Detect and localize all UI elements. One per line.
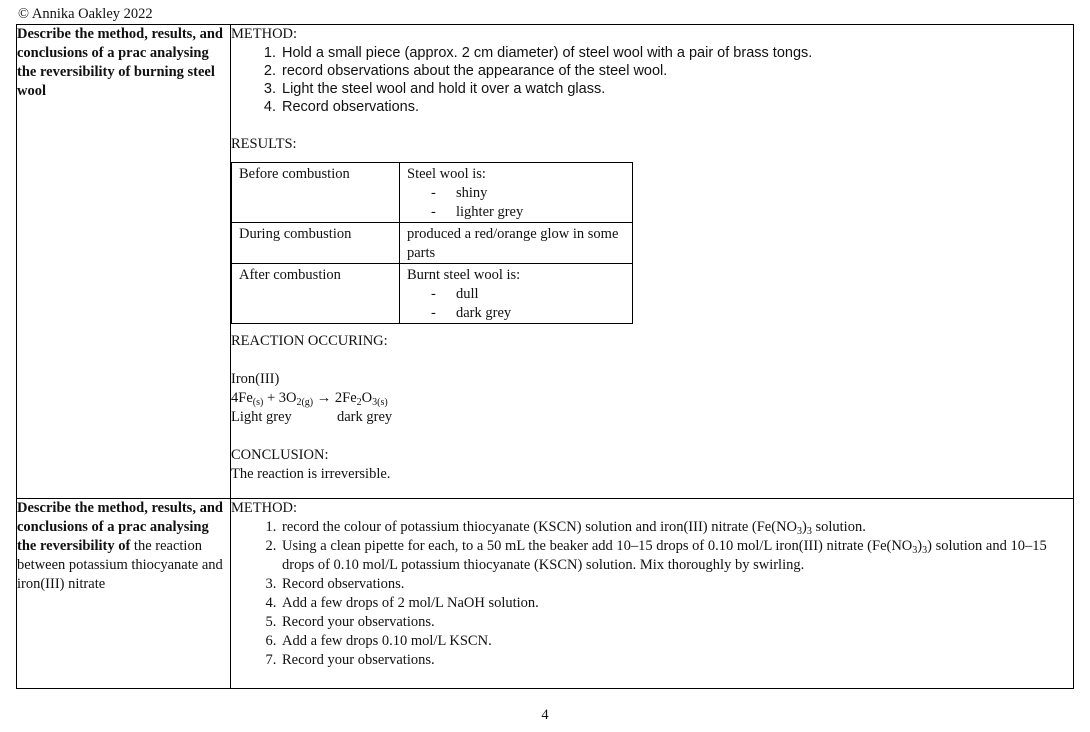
list-item: 6. Add a few drops 0.10 mol/L KSCN. [280,632,1073,651]
eq-fe: 4Fe [231,390,253,406]
results-observation [400,264,633,324]
eq-product: 2Fe [331,390,357,406]
question-text-1: Describe the method, results, and conclusions of a prac analysing the reversibility of burning steel wool [17,26,223,99]
observation-intro: Burnt steel wool is: [407,267,521,283]
question-text-2-bold: Describe the method, results, and conclusions of a prac analysing the reversibility of [17,500,223,554]
results-table [231,162,633,324]
colour-left: Light grey [231,409,292,425]
list-item: - dull [431,285,625,304]
copyright-notice: © Annika Oakley 2022 [18,6,153,22]
colour-labels [231,408,1073,427]
list-item: 2. record observations about the appearance of the steel wool. [280,62,1073,80]
eq-product-o: O [361,390,373,406]
question-text-2-normal: the reaction between potassium thiocyanate and iron(III) nitrate [17,538,223,592]
list-item: - lighter grey [431,203,625,222]
results-observation [400,223,633,264]
results-heading: RESULTS: [231,136,297,152]
eq-o2-sub: 2(g) [296,397,314,408]
table-row [232,163,633,223]
answer-cell-1 [231,25,1074,499]
table-row [17,499,1074,689]
list-item: 7. Record your observations. [280,651,1073,670]
question-cell-1 [17,25,231,499]
arrow-icon: → [316,390,332,406]
observation-intro: produced a red/orange glow in some parts [407,226,619,261]
method-heading-2: METHOD: [231,500,298,516]
worksheet-table [16,24,1074,689]
observation-list [407,184,625,222]
observation-intro: Steel wool is: [407,166,486,182]
list-item: 3. Light the steel wool and hold it over a watch glass. [280,80,1073,98]
list-item: 4. Record observations. [280,98,1073,116]
method-steps-list [231,44,1073,116]
list-item: - dark grey [431,304,625,323]
table-row [232,223,633,264]
page-number: 4 [541,707,549,723]
reaction-heading: REACTION OCCURING: [231,333,388,349]
answer-cell-2 [231,499,1074,689]
list-item: - shiny [431,184,625,203]
reaction-name: Iron(III) [231,371,280,387]
eq-product-sub1: 2 [356,397,362,408]
list-item: 2. Using a clean pipette for each, to a 50 mL the beaker add 10–15 drops of 0.10 mol/L iron(III) nitrate $(Fe(NO_3)_3)$ solution and 10–15 drops of 0.10 mol/L potassium thiocyanate (KSCN) solution. Mix thoroughly by swirling. [280,537,1073,575]
results-stage: After combustion [232,264,400,324]
results-observation [400,163,633,223]
question-cell-2 [17,499,231,689]
results-stage: Before combustion [232,163,400,223]
conclusion-heading: CONCLUSION: [231,447,329,463]
list-item: 3. Record observations. [280,575,1073,594]
method-heading: METHOD: [231,26,298,42]
eq-o2: + 3O [263,390,297,406]
list-item: 4. Add a few drops of 2 mol/L NaOH solution. [280,594,1073,613]
table-row [232,264,633,324]
observation-list [407,285,625,323]
list-item: 1. Hold a small piece (approx. 2 cm diameter) of steel wool with a pair of brass tongs. [280,44,1073,62]
conclusion-text: The reaction is irreversible. [231,466,391,482]
results-stage: During combustion [232,223,400,264]
method-steps-list-2 [231,518,1073,670]
eq-fe-state: (s) [252,397,264,408]
table-row [17,25,1074,499]
reaction-equation [231,389,1073,408]
list-item: 5. Record your observations. [280,613,1073,632]
eq-product-sub2: 3(s) [372,397,388,408]
colour-right: dark grey [337,409,393,425]
list-item: 1. record the colour of potassium thiocyanate (KSCN) solution and iron(III) nitrate ($Fe(NO_3)_3$ solution. [280,518,1073,537]
